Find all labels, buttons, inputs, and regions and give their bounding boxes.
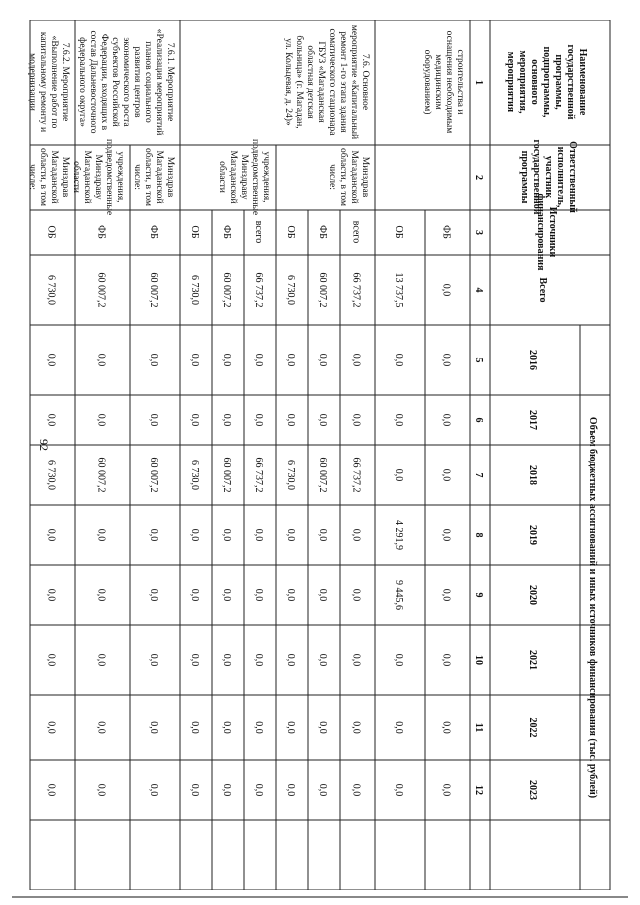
row-value: 0,0 (317, 783, 328, 797)
row-value: 0,0 (45, 653, 57, 667)
header-year-2020: 2020 (527, 585, 538, 605)
row-value: 0,0 (148, 783, 159, 797)
row-value: 0,0 (285, 653, 296, 667)
row-responsible: Минздрав (60, 156, 70, 198)
header-source: финансирования (535, 193, 546, 271)
row-value: 0,0 (189, 353, 200, 367)
row-value: 0,0 (285, 721, 296, 734)
row-value: 0,0 (221, 588, 232, 602)
row-value: 0,0 (285, 353, 296, 367)
row-responsible: Минздраву (93, 154, 103, 200)
row-value: 0,0 (440, 783, 452, 797)
column-number: 11 (473, 722, 484, 733)
row-name: модернизации (27, 53, 37, 111)
column-number: 2 (473, 175, 484, 180)
column-number: 10 (473, 655, 484, 665)
rotated-budget-table (20, 20, 620, 890)
row-value: 0,0 (350, 353, 362, 367)
row-name: 7.6.2. Мероприятие (60, 42, 70, 122)
header-source: Источники (547, 206, 558, 258)
row-value: 0,0 (148, 721, 159, 734)
header-year-2018: 2018 (527, 465, 538, 485)
page-number: 92 (37, 439, 51, 451)
row-source: ФБ (317, 225, 328, 239)
header-name: мероприятия (505, 51, 516, 113)
row-value: 0,0 (317, 588, 328, 602)
row-value: 0,0 (440, 721, 452, 734)
row-value: 0,0 (253, 653, 264, 667)
row-name: строительства и (455, 49, 465, 115)
row-value: 0,0 (317, 413, 328, 427)
row-responsible: области (217, 161, 227, 193)
row-value: 0,0 (221, 721, 232, 734)
header-responsible: исполнитель, (555, 146, 566, 208)
row-value: 0,0 (350, 653, 362, 667)
row-name: 7.6.1. Мероприятие (165, 42, 175, 122)
row-value: 0,0 (221, 783, 232, 797)
row-responsible: Магаданской (82, 150, 92, 204)
row-value: 60 007,2 (221, 457, 232, 493)
row-value: 0,0 (148, 528, 159, 542)
row-value: 0,0 (189, 721, 200, 734)
row-source: всего (350, 220, 362, 244)
row-value: 0,0 (95, 353, 107, 367)
row-value: 0,0 (95, 588, 107, 602)
row-value: 0,0 (95, 721, 107, 734)
row-source: ОБ (285, 225, 296, 239)
row-responsible: числе: (27, 164, 37, 190)
row-value: 0,0 (253, 353, 264, 367)
row-value: 0,0 (189, 528, 200, 542)
row-name: «Выполнение работ по (49, 35, 59, 129)
header-name: Наименование (577, 48, 588, 116)
row-value: 0,0 (253, 588, 264, 602)
row-total: 60 007,2 (148, 272, 159, 308)
row-value: 0,0 (317, 653, 328, 667)
header-year-2022: 2022 (527, 717, 538, 738)
row-name: мероприятие «Капитальный (349, 24, 359, 140)
column-number: 3 (473, 230, 484, 235)
header-name: основного (529, 59, 540, 105)
row-name: ремонт 1-го этапа здания (338, 31, 348, 133)
row-value: 0,0 (393, 353, 404, 367)
row-value: 0,0 (45, 413, 57, 427)
column-number: 9 (473, 592, 484, 598)
row-name: состав Дальневосточного (88, 30, 98, 134)
row-value: 6 730,0 (285, 460, 296, 490)
scan-edge-line (12, 896, 628, 898)
row-total: 66 737,2 (350, 272, 362, 308)
table-header (473, 44, 598, 800)
row-value: 0,0 (350, 528, 362, 542)
row-value: 0,0 (317, 721, 328, 734)
row-responsible: числе: (132, 164, 142, 190)
row-responsible: Магаданской (154, 150, 164, 204)
row-value: 0,0 (253, 413, 264, 427)
row-name: планов социального (143, 41, 153, 123)
row-value: 0,0 (350, 588, 362, 602)
row-name: ГБУЗ «Магаданская (316, 41, 326, 123)
row-responsible: Магаданской (49, 150, 59, 204)
row-name: субъектов Российской (110, 37, 120, 127)
row-value: 0,0 (440, 653, 452, 667)
header-responsible: Ответственный (567, 141, 578, 213)
table-body (27, 25, 465, 796)
row-responsible: подведомственные (250, 138, 260, 216)
row-name: ул. Кольцевая, д. 24)» (283, 38, 293, 126)
header-responsible: участник (543, 155, 554, 199)
header-name: программы, (553, 54, 564, 110)
header-name: государственной (565, 44, 576, 120)
row-value: 0,0 (440, 353, 452, 367)
row-value: 0,0 (440, 413, 452, 427)
header-year-2021: 2021 (527, 650, 538, 670)
column-number: 5 (473, 357, 484, 363)
header-name: мероприятия, (517, 50, 528, 114)
row-value: 0,0 (253, 783, 264, 797)
row-value: 0,0 (95, 528, 107, 542)
row-value: 0,0 (95, 653, 107, 667)
row-value: 0,0 (45, 721, 57, 734)
row-responsible: Минздраву (239, 154, 249, 200)
row-name: Федерации, входящих в (99, 33, 109, 131)
row-value: 0,0 (45, 588, 57, 602)
row-source: ФБ (440, 225, 452, 239)
row-value: 0,0 (148, 353, 159, 367)
column-number: 12 (473, 785, 484, 795)
row-source: ФБ (148, 225, 159, 239)
row-value: 0,0 (189, 588, 200, 602)
row-value: 0,0 (148, 588, 159, 602)
row-value: 0,0 (440, 468, 452, 482)
row-name: медицинским (433, 54, 443, 110)
row-value: 4 291,9 (393, 520, 404, 550)
header-responsible: программы (519, 150, 530, 204)
header-responsible: государственной (531, 139, 542, 215)
header-year-2016: 2016 (527, 350, 538, 370)
row-total: 0,0 (440, 283, 452, 297)
row-value: 0,0 (45, 528, 57, 542)
row-value: 0,0 (221, 353, 232, 367)
row-responsible: области, в том (338, 148, 348, 206)
header-funding: Объем бюджетных ассигнований и иных источников финансирования (тыс. рублей) (587, 416, 598, 799)
row-value: 0,0 (285, 413, 296, 427)
row-responsible: области, в том (38, 148, 48, 206)
row-value: 0,0 (148, 653, 159, 667)
row-responsible: Минздрав (165, 156, 175, 198)
row-total: 13 737,5 (393, 272, 404, 308)
row-value: 0,0 (148, 413, 159, 427)
header-year-2017: 2017 (527, 410, 538, 430)
row-value: 0,0 (95, 783, 107, 797)
row-name: 7.6. Основное (360, 53, 370, 111)
row-source: ОБ (189, 225, 200, 239)
row-name: развития центров (132, 46, 142, 118)
row-name: соматического стационара (327, 28, 337, 136)
row-value: 60 007,2 (317, 457, 328, 493)
row-value: 0,0 (221, 653, 232, 667)
row-responsible: Минздрав (360, 156, 370, 198)
row-name: федерального округа» (77, 37, 87, 127)
column-number: 6 (473, 417, 484, 423)
row-value: 66 737,2 (253, 457, 264, 493)
row-value: 6 730,0 (45, 460, 57, 490)
row-value: 0,0 (285, 588, 296, 602)
row-name: «Реализация мероприятий (154, 28, 164, 136)
row-value: 0,0 (440, 528, 452, 542)
row-value: 60 007,2 (95, 457, 107, 493)
column-number: 4 (473, 287, 484, 293)
row-value: 0,0 (253, 721, 264, 734)
row-value: 66 737,2 (350, 457, 362, 493)
row-value: 9 445,6 (393, 580, 404, 610)
row-value: 0,0 (393, 653, 404, 667)
row-source: ФБ (95, 225, 107, 239)
row-source: ОБ (393, 225, 404, 239)
row-name: экономического роста (121, 37, 131, 127)
row-name: больница» (г. Магадан, (294, 35, 304, 129)
row-source: ОБ (45, 225, 57, 239)
header-year-2023: 2023 (527, 780, 538, 800)
row-value: 0,0 (189, 413, 200, 427)
row-value: 0,0 (317, 353, 328, 367)
row-value: 0,0 (253, 528, 264, 542)
row-value: 0,0 (440, 588, 452, 602)
row-responsible: числе: (327, 164, 337, 190)
row-responsible: области (71, 161, 81, 193)
header-total: Всего (537, 277, 548, 303)
row-total: 6 730,0 (285, 275, 296, 305)
row-responsible: подведомственные (104, 138, 114, 216)
row-value: 0,0 (393, 783, 404, 797)
row-responsible: учреждения, (115, 151, 125, 203)
row-total: 66 737,2 (253, 272, 264, 308)
row-value: 6 730,0 (189, 460, 200, 490)
row-value: 0,0 (221, 528, 232, 542)
row-name: оборудованием) (422, 49, 432, 115)
row-responsible: области, в том (143, 148, 153, 206)
row-total: 60 007,2 (221, 272, 232, 308)
row-value: 0,0 (285, 528, 296, 542)
row-responsible: Магаданской (228, 150, 238, 204)
row-name: капитальному ремонту и (38, 31, 48, 133)
row-value: 0,0 (285, 783, 296, 797)
row-source: всего (253, 220, 264, 244)
column-number: 1 (473, 80, 484, 85)
row-value: 0,0 (189, 783, 200, 797)
row-value: 0,0 (189, 653, 200, 667)
column-number: 7 (473, 472, 484, 478)
row-name: оснащения необходимым (444, 30, 454, 134)
row-responsible: учреждения, (261, 151, 271, 203)
row-value: 0,0 (393, 468, 404, 482)
row-value: 0,0 (393, 721, 404, 734)
row-value: 0,0 (45, 353, 57, 367)
row-responsible: Магаданской (349, 150, 359, 204)
row-total: 60 007,2 (317, 272, 328, 308)
row-value: 0,0 (45, 783, 57, 797)
row-value: 0,0 (317, 528, 328, 542)
header-name: подпрограммы, (541, 46, 552, 118)
row-value: 0,0 (393, 413, 404, 427)
row-value: 0,0 (350, 783, 362, 797)
header-year-2019: 2019 (527, 525, 538, 545)
row-total: 6 730,0 (45, 275, 57, 305)
row-value: 0,0 (350, 413, 362, 427)
row-total: 60 007,2 (95, 272, 107, 308)
row-value: 0,0 (221, 413, 232, 427)
row-name: областная детская (305, 45, 315, 119)
row-source: ФБ (221, 225, 232, 239)
row-value: 60 007,2 (148, 457, 159, 493)
column-number: 8 (473, 532, 484, 538)
row-value: 0,0 (95, 413, 107, 427)
row-total: 6 730,0 (189, 275, 200, 305)
row-value: 0,0 (350, 721, 362, 734)
